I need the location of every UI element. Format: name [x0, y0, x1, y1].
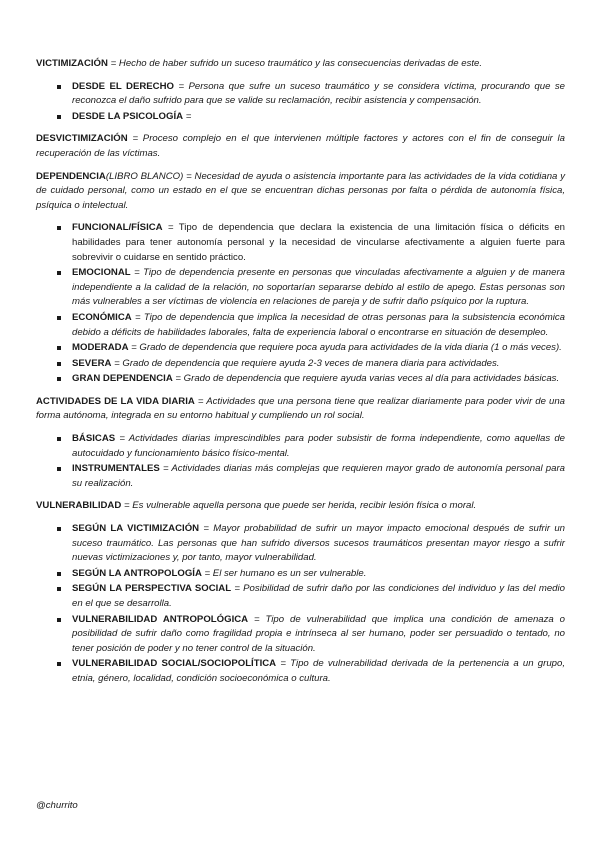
term: DESDE EL DERECHO	[72, 80, 174, 92]
term: SEGÚN LA PERSPECTIVA SOCIAL	[72, 583, 232, 595]
list-item	[36, 341, 565, 356]
list-vulnerabilidad	[36, 522, 565, 687]
list-item	[36, 372, 565, 387]
term: EMOCIONAL	[72, 267, 131, 279]
source-note: (LIBRO BLANCO)	[105, 170, 184, 182]
list-item	[36, 311, 565, 340]
definition-text: = Hecho de haber sufrido un suceso traumático y las consecuencias derivadas de este.	[107, 58, 483, 69]
definition-text: = Tipo de vulnerabilidad que implica una condición de amenaza o posibilidad de sufrir daño como fragilidad propia e intrínseca al ser humano, poder ser persuadido o tentado, no tener posición de poder y no tener control de la situación.	[72, 613, 565, 654]
list-item	[36, 657, 565, 686]
list-item	[36, 462, 565, 491]
list-item	[36, 221, 565, 265]
definition-vulnerabilidad	[36, 499, 565, 514]
definition-text: = Mayor probabilidad de sufrir un mayor impacto emocional después de sufrir un suceso traumático. Las personas que han sufrido diversos sucesos traumáticos presentan mayor riesgo a sufrir nuevas victimizaciones y, por tanto, mayor vulnerabilidad.	[72, 523, 565, 564]
term: SEVERA	[72, 357, 112, 369]
term: INSTRUMENTALES	[72, 463, 160, 475]
term: VULNERABILIDAD SOCIAL/SOCIOPOLÍTICA	[72, 658, 277, 670]
term: ECONÓMICA	[72, 311, 132, 323]
list-item	[36, 613, 565, 657]
definition-text: = Proceso complejo en el que intervienen múltiple factores y actores con el fin de conseguir la recuperación de las víctimas.	[36, 133, 565, 159]
list-item	[36, 432, 565, 461]
definition-text: = Tipo de vulnerabilidad derivada de la pertenencia a un grupo, etnia, género, localidad, condición socioeconómica o cultura.	[72, 658, 565, 684]
term: VULNERABILIDAD	[36, 500, 122, 512]
definition-text: = Tipo de dependencia que implica la necesidad de otras personas para la subsistencia económica debido a déficits de habilidades laborales, falta de experiencia laboral o encontrarse en situación de desempleo.	[72, 311, 565, 338]
definition-text: = Grado de dependencia que requiere ayuda varias veces al día para actividades básicas.	[172, 373, 560, 385]
definition-dependencia	[36, 170, 565, 214]
definition-text: = Persona que sufre un suceso traumático y se considera víctima, procurando que se reconozca el daño sufrido para que se valide su reclamación, recibir asistencia y compensación.	[72, 80, 565, 107]
document-body	[36, 57, 565, 695]
definition-text: = Grado de dependencia que requiere ayuda 2-3 veces de manera diaria para actividades.	[111, 357, 500, 369]
term: SEGÚN LA VICTIMIZACIÓN	[72, 523, 200, 535]
list-actividades-vida-diaria	[36, 432, 565, 491]
definition-text: = Es vulnerable aquella persona que puede ser herida, recibir lesión física o moral.	[121, 500, 477, 512]
definition-text: = Tipo de dependencia presente en personas que vinculadas afectivamente a alguien y de manera independiente a la calidad de la relación, no soportarían separarse debido al estilo de apego. Estas personas son más vulnerables a ser víctimas de violencia en relaciones de pareja y de sufrir daño psíquico por la ruptura.	[72, 267, 565, 308]
term: FUNCIONAL/FÍSICA	[72, 222, 163, 234]
definition-desvictimizacion	[36, 132, 565, 161]
term: VICTIMIZACIÓN	[36, 58, 108, 69]
definition-text: = Tipo de dependencia que declara la existencia de una limitación física o déficits en habilidades para tener autonomía personal y la necesidad de vincularse afectivamente a alguien fuerte para sobrevivir o cuidarse en sentido práctico.	[72, 222, 565, 263]
definition-text: = Actividades diarias imprescindibles para poder subsistir de forma independiente, como aquellas de autocuidado y funcionamiento básico físico-mental.	[72, 433, 565, 459]
list-item	[36, 567, 565, 582]
term: DEPENDENCIA	[36, 170, 106, 182]
definition-victimizacion	[36, 57, 565, 72]
list-item	[36, 522, 565, 566]
definition-text: = Necesidad de ayuda o asistencia importante para las actividades de la vida cotidiana y de cuidado personal, como un estado en el que se encuentran dichas personas por falta o pérdida de autonomía física, psíquica o intelectual.	[36, 170, 565, 211]
term: BÁSICAS	[72, 433, 116, 445]
list-dependencia	[36, 221, 565, 387]
term: SEGÚN LA ANTROPOLOGÍA	[72, 567, 202, 579]
definition-actividades-vida-diaria	[36, 395, 565, 424]
list-item	[36, 80, 565, 109]
author-signature: @churrito	[36, 800, 78, 811]
list-item	[36, 110, 565, 125]
definition-text: =	[183, 110, 192, 122]
term: ACTIVIDADES DE LA VIDA DIARIA	[36, 395, 195, 407]
list-item	[36, 582, 565, 611]
term: GRAN DEPENDENCIA	[72, 373, 173, 385]
list-victimizacion	[36, 80, 565, 125]
definition-text: = Posibilidad de sufrir daño por las condiciones del individuo y las del medio en el que se desarrolla.	[72, 583, 565, 609]
list-item	[36, 266, 565, 310]
term: VULNERABILIDAD ANTROPOLÓGICA	[72, 613, 249, 625]
definition-text: = Grado de dependencia que requiere poca ayuda para actividades de la vida diaria (1 o más veces).	[128, 342, 562, 354]
list-item	[36, 357, 565, 372]
term: DESDE LA PSICOLOGÍA	[72, 110, 184, 122]
term: MODERADA	[72, 342, 129, 354]
definition-text: = Actividades que una persona tiene que realizar diariamente para poder vivir de una forma autónoma, integrada en su entorno habitual y cumpliendo un rol social.	[36, 395, 566, 422]
definition-text: = El ser humano es un ser vulnerable.	[201, 567, 367, 579]
definition-text: = Actividades diarias más complejas que requieren mayor grado de autonomía personal para su realización.	[72, 463, 565, 489]
term: DESVICTIMIZACIÓN	[36, 133, 128, 145]
